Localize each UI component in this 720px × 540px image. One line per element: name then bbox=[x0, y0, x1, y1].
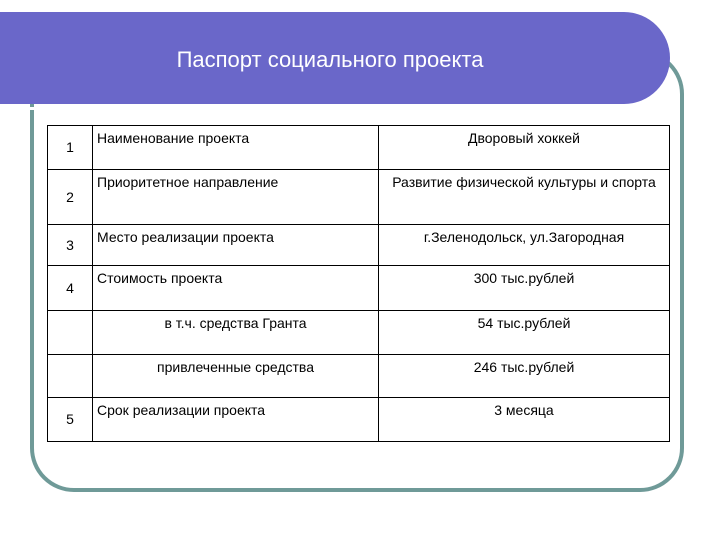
row-number bbox=[48, 355, 93, 398]
table-row bbox=[48, 398, 670, 442]
table-row bbox=[48, 355, 670, 398]
row-number: 4 bbox=[48, 266, 93, 311]
table-row bbox=[48, 266, 670, 311]
row-number: 1 bbox=[48, 126, 93, 170]
row-value: Дворовый хоккей bbox=[379, 126, 670, 170]
title-banner bbox=[0, 12, 670, 104]
row-value: 300 тыс.рублей bbox=[379, 266, 670, 311]
row-label: Стоимость проекта bbox=[93, 266, 379, 311]
row-value: 246 тыс.рублей bbox=[379, 355, 670, 398]
row-value: 3 месяца bbox=[379, 398, 670, 442]
row-label: Наименование проекта bbox=[93, 126, 379, 170]
row-label: в т.ч. средства Гранта bbox=[93, 311, 379, 355]
row-label: Приоритетное направление bbox=[93, 170, 379, 225]
row-number: 2 bbox=[48, 170, 93, 225]
row-label: Место реализации проекта bbox=[93, 225, 379, 266]
table-row bbox=[48, 225, 670, 266]
table-row bbox=[48, 311, 670, 355]
row-value: Развитие физической культуры и спорта bbox=[379, 170, 670, 225]
row-label: привлеченные средства bbox=[93, 355, 379, 398]
row-value: г.Зеленодольск, ул.Загородная bbox=[379, 225, 670, 266]
row-number: 5 bbox=[48, 398, 93, 442]
row-label: Срок реализации проекта bbox=[93, 398, 379, 442]
row-value: 54 тыс.рублей bbox=[379, 311, 670, 355]
row-number: 3 bbox=[48, 225, 93, 266]
table-row bbox=[48, 126, 670, 170]
row-number bbox=[48, 311, 93, 355]
banner-divider bbox=[0, 107, 638, 110]
table-row bbox=[48, 170, 670, 225]
slide-title: Паспорт социального проекта bbox=[176, 47, 484, 72]
project-passport-table bbox=[47, 125, 670, 442]
